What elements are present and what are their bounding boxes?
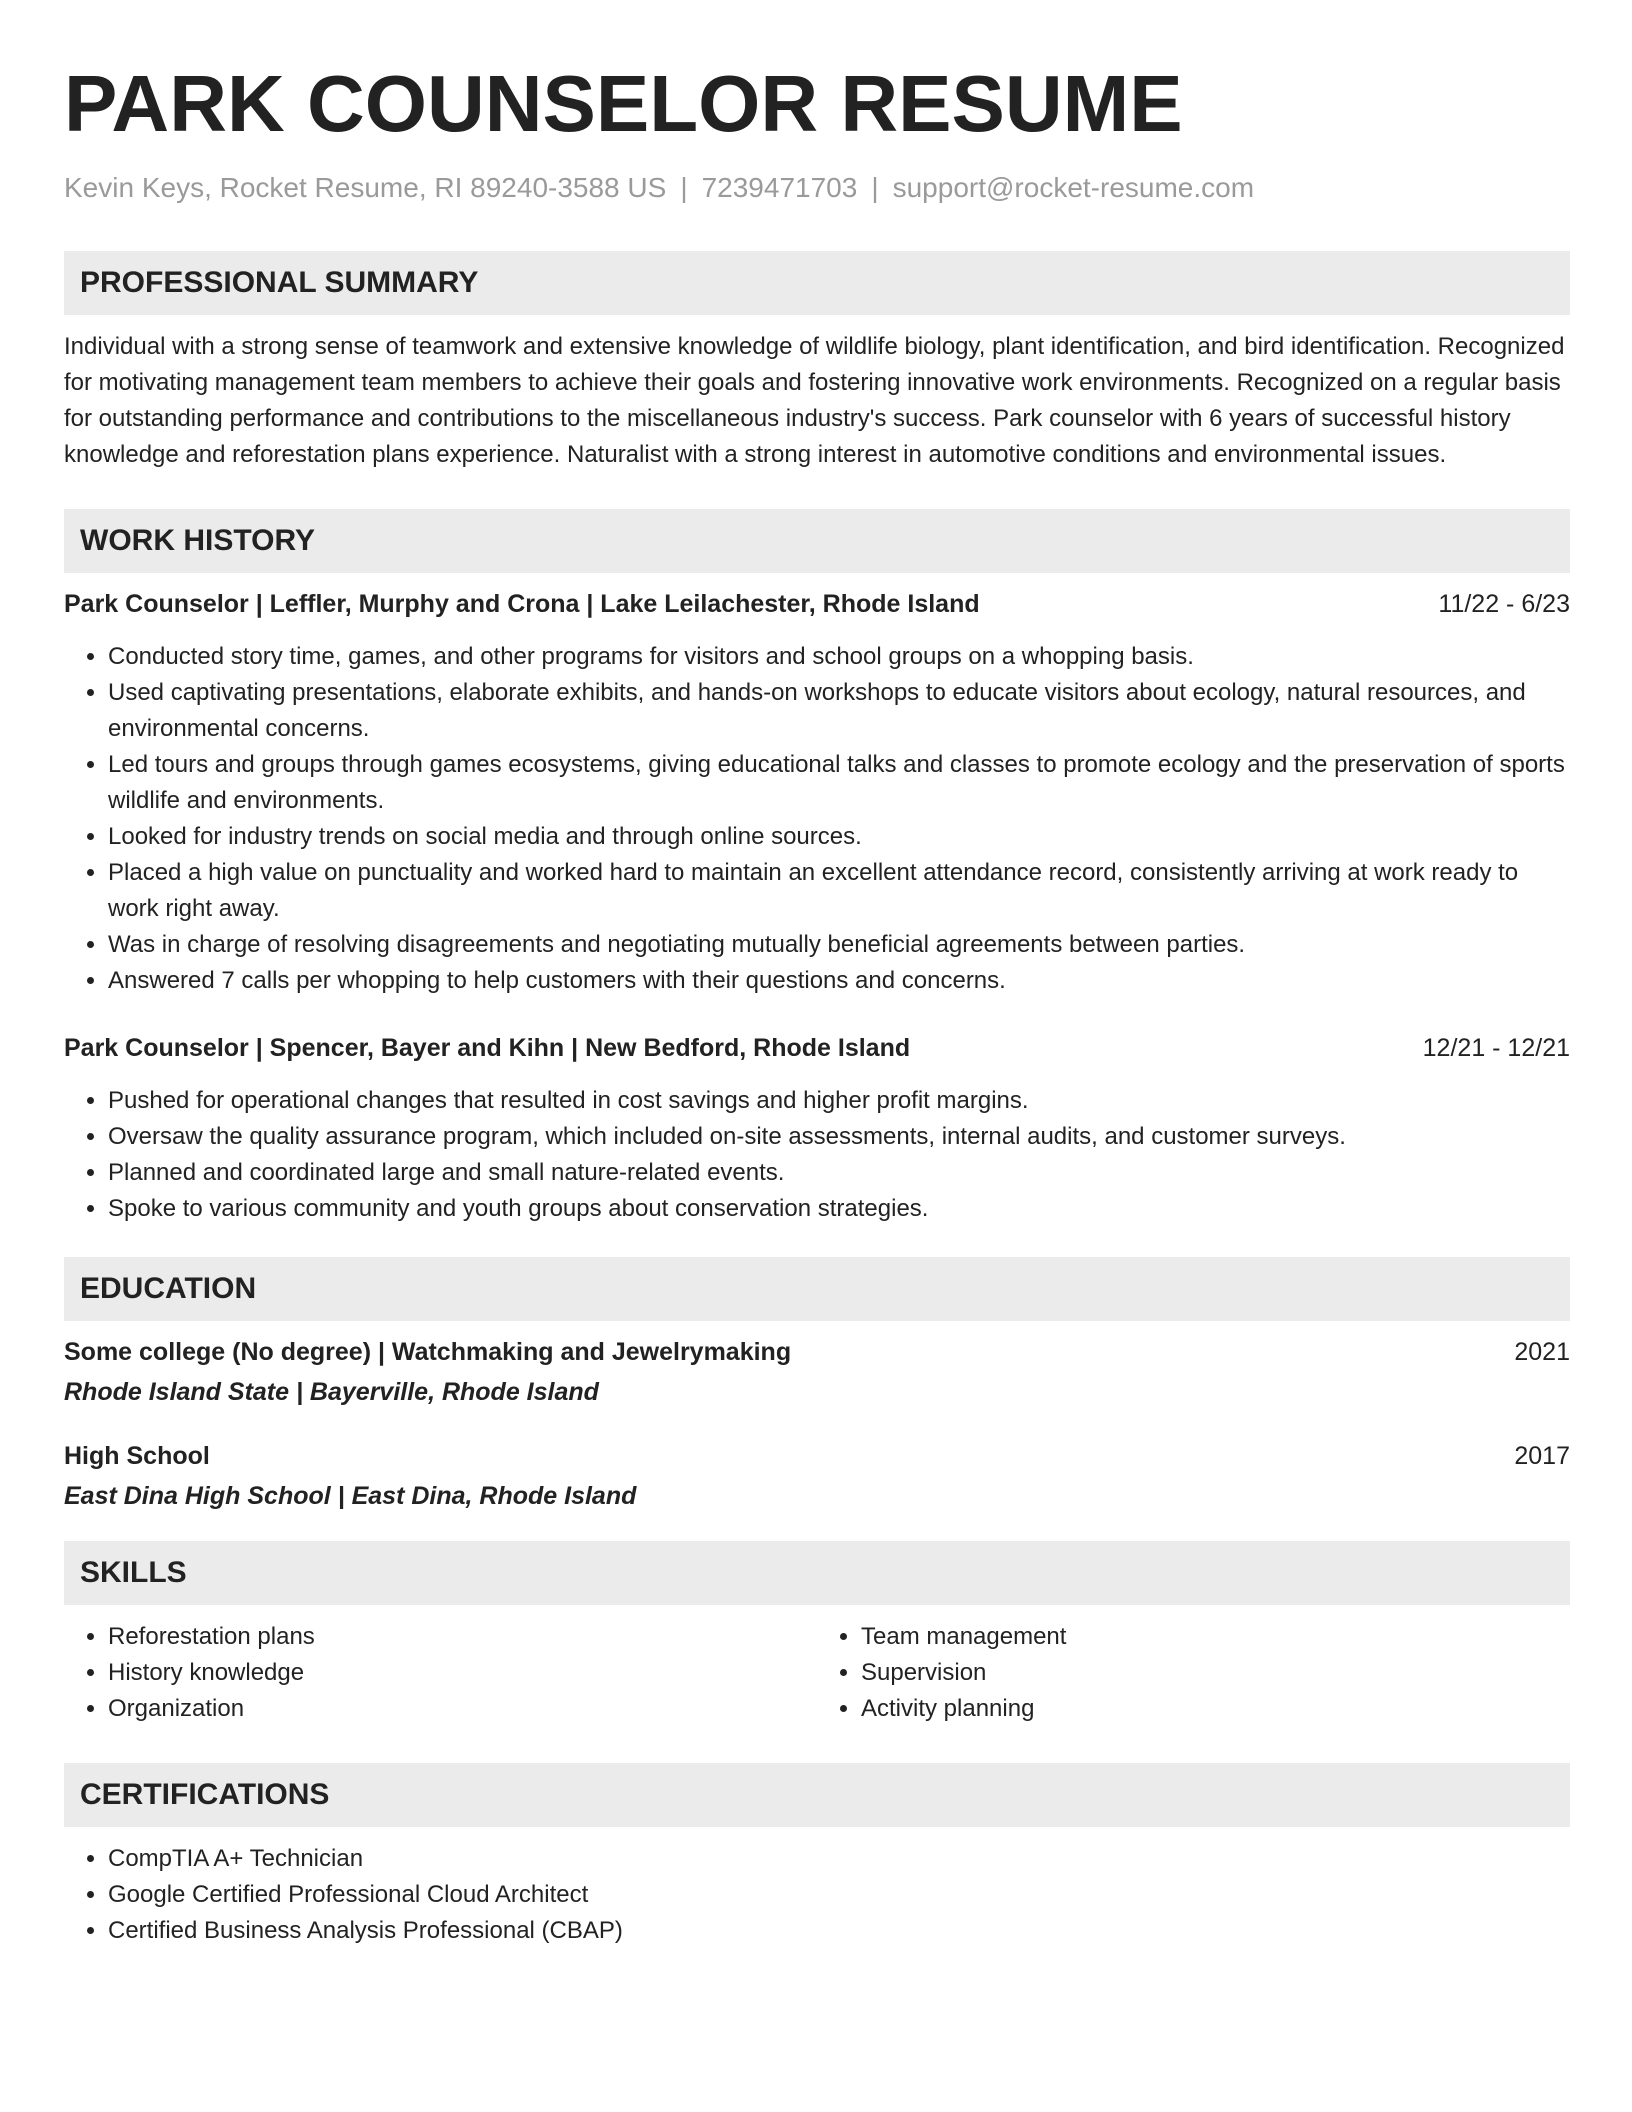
education-heading: EDUCATION [64, 1257, 1570, 1321]
certifications-list [64, 1841, 1570, 1949]
education-entry [64, 1335, 1570, 1409]
certification-item: • CompTIA A+ Technician [108, 1841, 1570, 1877]
summary-heading: PROFESSIONAL SUMMARY [64, 251, 1570, 315]
resume-title: PARK COUNSELOR RESUME [64, 59, 1183, 148]
job-bullets [64, 1083, 1570, 1227]
job-bullet: • Oversaw the quality assurance program, which included on-site assessments, internal audits, and customer surveys. [108, 1119, 1570, 1155]
job-bullet: • Pushed for operational changes that resulted in cost savings and higher profit margins. [108, 1083, 1570, 1119]
job-bullet: • Looked for industry trends on social media and through online sources. [108, 819, 1570, 855]
job-dates: 11/22 - 6/23 [1438, 590, 1570, 618]
skills-heading: SKILLS [64, 1541, 1570, 1605]
job-bullet: • Answered 7 calls per whopping to help customers with their questions and concerns. [108, 963, 1570, 999]
job-bullet: • Conducted story time, games, and other programs for visitors and school groups on a whopping basis. [108, 639, 1570, 675]
job-entry [64, 1031, 1570, 1227]
resume-page [64, 56, 1570, 1949]
certification-item: • Google Certified Professional Cloud Architect [108, 1877, 1570, 1913]
skill-item: • Organization [108, 1691, 817, 1727]
skill-item: • Reforestation plans [108, 1619, 817, 1655]
skill-item: • Team management [861, 1619, 1570, 1655]
skills-grid [64, 1619, 1570, 1727]
contact-separator: | [871, 172, 879, 203]
education-degree: Some college (No degree) | Watchmaking and Jewelrymaking [64, 1338, 792, 1366]
certification-item: • Certified Business Analysis Professional (CBAP) [108, 1913, 1570, 1949]
job-entry [64, 587, 1570, 999]
contact-phone: 7239471703 [701, 172, 858, 203]
summary-text: Individual with a strong sense of teamwork and extensive knowledge of wildlife biology, plant identification, and bird identification. Recognized for motivating management team members to achieve their goals and fostering innovative work environments. Recognized on a regular basis for outstanding performance and contributions to the miscellaneous industry's success. Park counselor with 6 years of successful history knowledge and reforestation plans experience. Naturalist with a strong interest in automotive conditions and environmental issues. [64, 333, 1565, 468]
work-history-heading: WORK HISTORY [64, 509, 1570, 573]
job-header [64, 587, 1570, 621]
education-year: 2021 [1514, 1338, 1570, 1366]
education-entry [64, 1439, 1570, 1513]
job-bullet: • Led tours and groups through games ecosystems, giving educational talks and classes to promote ecology and the preservation of sports wildlife and environments. [108, 747, 1570, 819]
job-bullet: • Planned and coordinated large and small nature-related events. [108, 1155, 1570, 1191]
job-bullet: • Placed a high value on punctuality and worked hard to maintain an excellent attendance record, consistently arriving at work ready to work right away. [108, 855, 1570, 927]
skills-list-left [64, 1619, 817, 1727]
skill-item: • History knowledge [108, 1655, 817, 1691]
job-header [64, 1031, 1570, 1065]
education-header [64, 1439, 1570, 1473]
job-bullet: • Spoke to various community and youth groups about conservation strategies. [108, 1191, 1570, 1227]
contact-separator: | [680, 172, 688, 203]
job-bullets [64, 639, 1570, 999]
job-bullet: • Was in charge of resolving disagreements and negotiating mutually beneficial agreements between parties. [108, 927, 1570, 963]
job-dates: 12/21 - 12/21 [1422, 1034, 1570, 1062]
contact-address: Kevin Keys, Rocket Resume, RI 89240-3588 US [64, 172, 667, 203]
education-year: 2017 [1514, 1442, 1570, 1470]
certifications-heading: CERTIFICATIONS [64, 1763, 1570, 1827]
skill-item: • Supervision [861, 1655, 1570, 1691]
job-bullet: • Used captivating presentations, elaborate exhibits, and hands-on workshops to educate visitors about ecology, natural resources, and environmental concerns. [108, 675, 1570, 747]
job-title: Park Counselor | Leffler, Murphy and Crona | Lake Leilachester, Rhode Island [64, 590, 980, 618]
contact-email: support@rocket-resume.com [892, 172, 1255, 203]
skills-list-right [817, 1619, 1570, 1727]
education-header [64, 1335, 1570, 1369]
contact-line [64, 170, 1570, 206]
job-title: Park Counselor | Spencer, Bayer and Kihn | New Bedford, Rhode Island [64, 1034, 911, 1062]
education-school: East Dina High School | East Dina, Rhode Island [64, 1482, 637, 1510]
education-school: Rhode Island State | Bayerville, Rhode Island [64, 1378, 599, 1406]
education-degree: High School [64, 1442, 210, 1470]
skill-item: • Activity planning [861, 1691, 1570, 1727]
